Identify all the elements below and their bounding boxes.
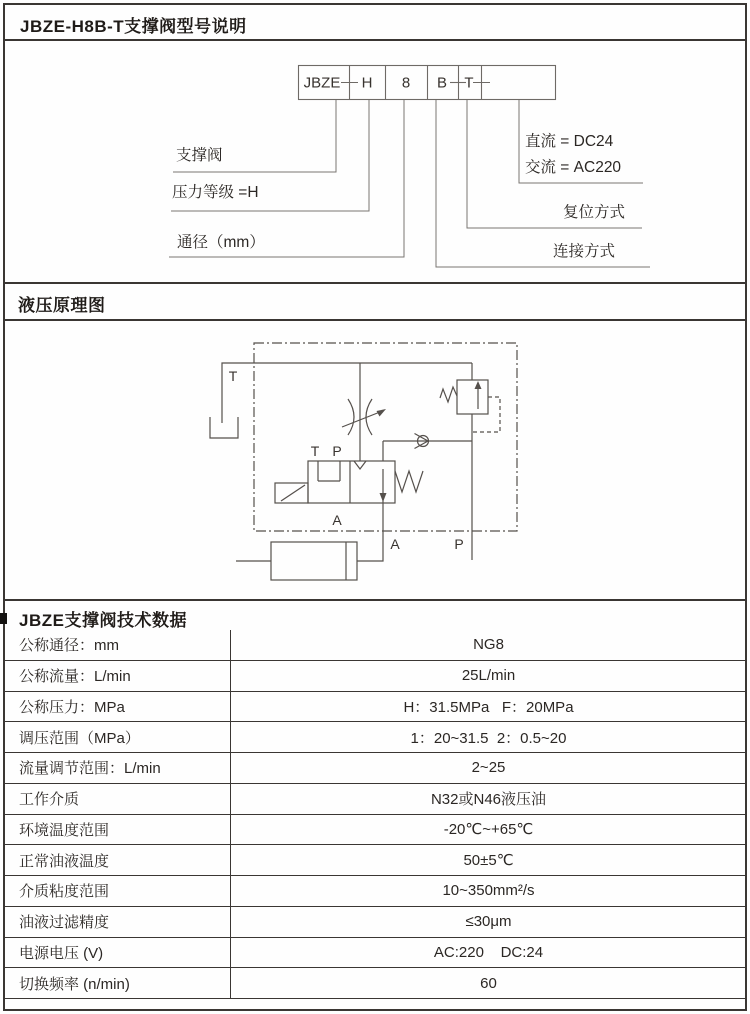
- row-label: 切换频率 (n/min): [4, 968, 231, 998]
- cylinder-symbol: [236, 542, 357, 580]
- model-cell-connection: B: [436, 74, 448, 92]
- row-value: NG8: [473, 636, 504, 654]
- row-value: N32或N46液压油: [430, 791, 547, 809]
- row-label: 介质粘度范围: [4, 876, 231, 906]
- section-title-schematic: 液压原理图: [18, 296, 106, 315]
- schematic-label-valve-p: P: [332, 443, 342, 459]
- row-label: 环境温度范围: [4, 815, 231, 845]
- callout-label-dc: 直流 = DC24: [525, 133, 614, 150]
- row-label: 公称通径：mm: [4, 630, 231, 660]
- row-label: 公称压力：MPa: [4, 692, 231, 722]
- model-cell-reset: T: [464, 74, 474, 92]
- schematic-label-port-a: A: [390, 536, 400, 552]
- directional-valve-symbol: [275, 441, 423, 561]
- schematic-label-port-p: P: [454, 536, 464, 552]
- row-value: -20℃~+65℃: [443, 821, 534, 839]
- callout-label-reset-mode: 复位方式: [563, 204, 626, 221]
- table-row: [4, 968, 746, 999]
- tank-line: [222, 363, 472, 423]
- spec-table: [4, 630, 746, 999]
- divider: [4, 282, 746, 284]
- callout-label-pressure-grade: 压力等级 =H: [172, 184, 259, 201]
- table-row: [4, 845, 746, 876]
- model-code-diagram: [0, 39, 750, 282]
- hydraulic-schematic: [0, 319, 750, 599]
- row-label: 电源电压 (V): [4, 938, 231, 968]
- callout-label-ac: 交流 = AC220: [525, 159, 622, 176]
- table-row: [4, 815, 746, 846]
- schematic-label-tank: T: [228, 368, 238, 384]
- row-label: 工作介质: [4, 784, 231, 814]
- relief-valve-symbol: [440, 380, 488, 414]
- callout-label-support-valve: 支撑阀: [176, 147, 223, 164]
- row-value: ≤30μm: [465, 913, 512, 931]
- tank-symbol: [210, 417, 238, 438]
- row-value: 60: [480, 974, 497, 992]
- row-label: 调压范围（MPa）: [4, 722, 231, 752]
- row-value: AC:220 DC:24: [433, 943, 544, 961]
- spring-symbol: [395, 471, 423, 492]
- row-label: 流量调节范围：L/min: [4, 753, 231, 783]
- section-title-tech-data: JBZE支撑阀技术数据: [19, 611, 187, 630]
- callout-label-connection-mode: 连接方式: [553, 243, 616, 260]
- divider: [4, 599, 746, 601]
- check-valve-symbol: [383, 434, 472, 449]
- header-bullet: [0, 613, 7, 624]
- table-row: [4, 722, 746, 753]
- row-label: 油液过滤精度: [4, 907, 231, 937]
- table-row: [4, 876, 746, 907]
- row-label: 正常油液温度: [4, 845, 231, 875]
- row-value: 50±5℃: [463, 852, 514, 870]
- throttle-valve-symbol: [342, 363, 386, 461]
- row-value: 1：20~31.5 2：0.5~20: [410, 729, 567, 747]
- row-value: H：31.5MPa F：20MPa: [403, 698, 574, 716]
- table-row: [4, 661, 746, 692]
- row-value: 2~25: [471, 759, 506, 777]
- table-row: [4, 907, 746, 938]
- callout-label-diameter: 通径（mm）: [177, 234, 265, 251]
- table-row: [4, 630, 746, 661]
- table-row: [4, 784, 746, 815]
- schematic-label-valve-t: T: [310, 443, 320, 459]
- row-label: 公称流量：L/min: [4, 661, 231, 691]
- model-cell-size: 8: [401, 74, 411, 92]
- schematic-label-valve-a: A: [332, 512, 342, 528]
- table-row: [4, 938, 746, 969]
- section-title-model-explanation: JBZE-H8B-T支撑阀型号说明: [20, 17, 247, 36]
- table-row: [4, 692, 746, 723]
- row-value: 10~350mm²/s: [442, 882, 535, 900]
- model-cell-pressure: H: [361, 74, 373, 92]
- table-row: [4, 753, 746, 784]
- row-value: 25L/min: [461, 667, 516, 685]
- model-cell-series: JBZE: [303, 74, 341, 92]
